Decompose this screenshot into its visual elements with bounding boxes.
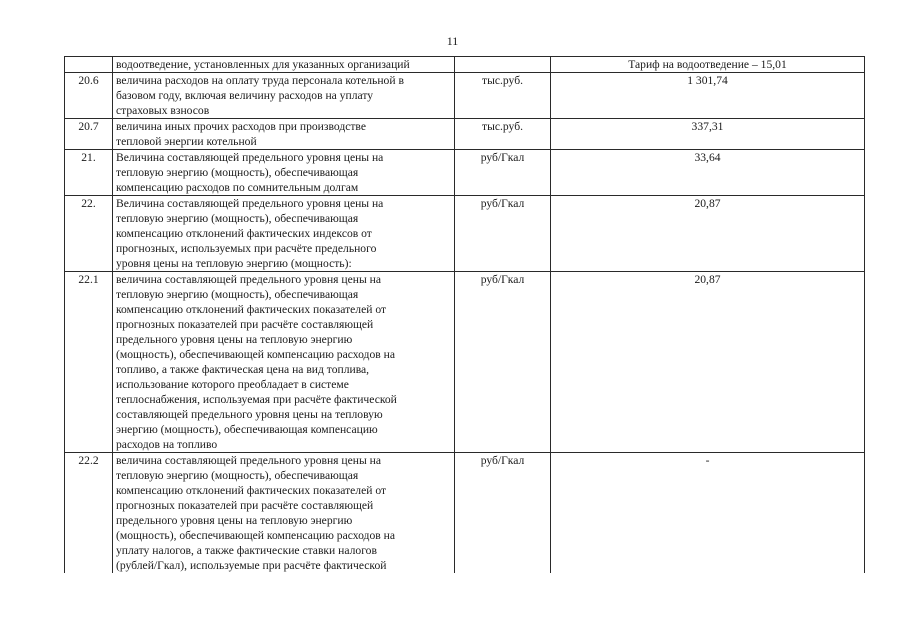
row-unit: тыс.руб. [455,119,551,150]
row-number: 20.6 [65,73,113,119]
row-value: 1 301,74 [551,73,865,119]
row-number: 22.2 [65,453,113,574]
row-unit: тыс.руб. [455,73,551,119]
row-description: Величина составляющей предельного уровня цены на тепловую энергию (мощность), обеспечивающая компенсацию отклонений фактических индексов от прогнозных, используемых при расчёте предельного уровня цены на тепловую энергию (мощность): [113,196,455,272]
row-unit: руб/Гкал [455,150,551,196]
row-description: величина расходов на оплату труда персонала котельной в базовом году, включая величину расходов на уплату страховых взносов [113,73,455,119]
row-description: величина составляющей предельного уровня цены на тепловую энергию (мощность), обеспечивающая компенсацию отклонений фактических показателей от прогнозных показателей при расчёте составляющей предельного уровня цены на тепловую энергию (мощность), обеспечивающей компенсацию расходов на топливо, а также фактическая цена на вид топлива, использование которого преобладает в системе теплоснабжения, используемая при расчёте фактической составляющей предельного уровня цены на тепловую энергию (мощность), обеспечивающая компенсацию расходов на топливо [113,272,455,453]
row-unit: руб/Гкал [455,272,551,453]
row-description: величина составляющей предельного уровня цены на тепловую энергию (мощность), обеспечивающая компенсацию отклонений фактических показателей от прогнозных показателей при расчёте составляющей предельного уровня цены на тепловую энергию (мощность), обеспечивающей компенсацию расходов на уплату налогов, а также фактические ставки налогов (рублей/Гкал), используемые при расчёте фактической [113,453,455,574]
row-unit [455,57,551,73]
row-value: 337,31 [551,119,865,150]
table-row [65,196,865,272]
row-number: 22.1 [65,272,113,453]
table-row [65,73,865,119]
row-description: величина иных прочих расходов при производстве тепловой энергии котельной [113,119,455,150]
tariff-table [64,56,865,573]
table-row [65,119,865,150]
table-row [65,272,865,453]
row-unit: руб/Гкал [455,196,551,272]
row-unit: руб/Гкал [455,453,551,574]
row-description: Величина составляющей предельного уровня цены на тепловую энергию (мощность), обеспечивающая компенсацию расходов по сомнительным долгам [113,150,455,196]
row-value: - [551,453,865,574]
row-value: 20,87 [551,272,865,453]
row-number [65,57,113,73]
table-row [65,57,865,73]
row-value: Тариф на водоотведение – 15,01 [551,57,865,73]
row-number: 22. [65,196,113,272]
row-description: водоотведение, установленных для указанных организаций [113,57,455,73]
row-number: 20.7 [65,119,113,150]
table-row [65,453,865,574]
row-value: 33,64 [551,150,865,196]
page-number: 11 [446,34,459,48]
table-row [65,150,865,196]
row-number: 21. [65,150,113,196]
row-value: 20,87 [551,196,865,272]
